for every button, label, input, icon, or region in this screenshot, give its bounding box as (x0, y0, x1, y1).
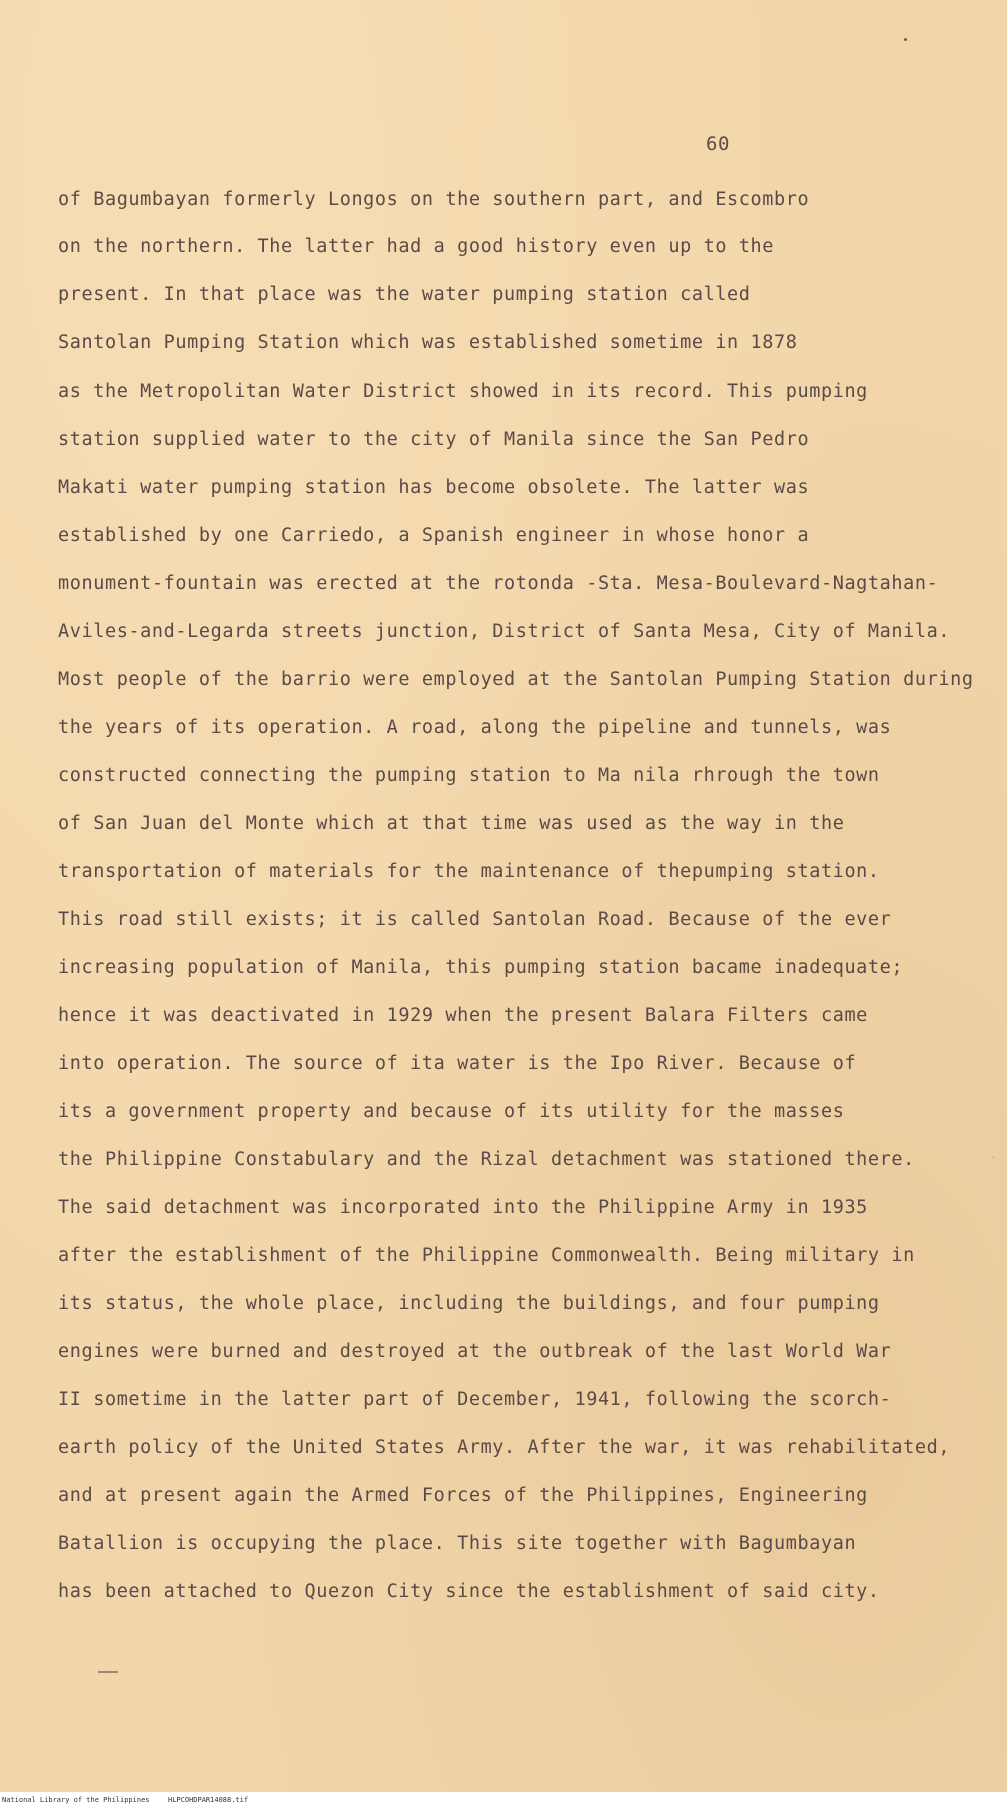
footer-file-id: HLPCOHDPAR14088.tif (168, 1796, 249, 1804)
text-line: Aviles-and-Legarda streets junction, District of Santa Mesa, City of Manila. (58, 621, 951, 642)
text-line: into operation. The source of ita water is the Ipo River. Because of (58, 1053, 857, 1074)
page-number: 60 (706, 133, 730, 155)
margin-mark: ˙ (990, 1155, 997, 1168)
text-line: of San Juan del Monte which at that time was used as the way in the (58, 813, 845, 834)
text-line: has been attached to Quezon City since the establishment of said city. (58, 1581, 880, 1602)
text-line: the Philippine Constabulary and the Rizal detachment was stationed there. (58, 1149, 915, 1170)
text-line: on the northern. The latter had a good history even up to the (58, 236, 775, 257)
text-line: of Bagumbayan formerly Longos on the southern part, and Escombro (58, 189, 810, 210)
footer-library-label: National Library of the Philippines (2, 1796, 150, 1804)
text-line: hence it was deactivated in 1929 when the present Balara Filters came (58, 1005, 868, 1026)
text-line: II sometime in the latter part of December, 1941, following the scorch- (58, 1389, 892, 1410)
text-line: as the Metropolitan Water District showed in its record. This pumping (58, 381, 868, 402)
bottom-dash-mark (98, 1671, 118, 1673)
paper-speck (904, 38, 907, 41)
text-line: The said detachment was incorporated into the Philippine Army in 1935 (58, 1197, 868, 1218)
text-line: Most people of the barrio were employed at the Santolan Pumping Station during (58, 669, 974, 690)
text-line: and at present again the Armed Forces of the Philippines, Engineering (58, 1485, 868, 1506)
text-line: This road still exists; it is called Santolan Road. Because of the ever (58, 909, 892, 930)
text-line: Santolan Pumping Station which was established sometime in 1878 (58, 332, 798, 353)
text-line: Batallion is occupying the place. This site together with Bagumbayan (58, 1533, 857, 1554)
text-line: constructed connecting the pumping station to Ma nila rhrough the town (58, 765, 880, 786)
scan-footer (0, 1792, 1007, 1808)
text-line: the years of its operation. A road, along the pipeline and tunnels, was (58, 717, 892, 738)
text-line: monument-fountain was erected at the rotonda -Sta. Mesa-Boulevard-Nagtahan- (58, 573, 939, 594)
text-line: station supplied water to the city of Manila since the San Pedro (58, 429, 810, 450)
text-line: established by one Carriedo, a Spanish engineer in whose honor a (58, 525, 810, 546)
text-line: increasing population of Manila, this pumping station bacame inadequate; (58, 957, 904, 978)
text-line: Makati water pumping station has become obsolete. The latter was (58, 477, 810, 498)
text-line: earth policy of the United States Army. After the war, it was rehabilitated, (58, 1437, 951, 1458)
text-line: engines were burned and destroyed at the outbreak of the last World War (58, 1341, 892, 1362)
text-line: present. In that place was the water pumping station called (58, 284, 751, 305)
text-line: transportation of materials for the maintenance of thepumping station. (58, 861, 880, 882)
text-line: its status, the whole place, including the buildings, and four pumping (58, 1293, 880, 1314)
text-line: after the establishment of the Philippine Commonwealth. Being military in (58, 1245, 915, 1266)
text-line: its a government property and because of its utility for the masses (58, 1101, 845, 1122)
